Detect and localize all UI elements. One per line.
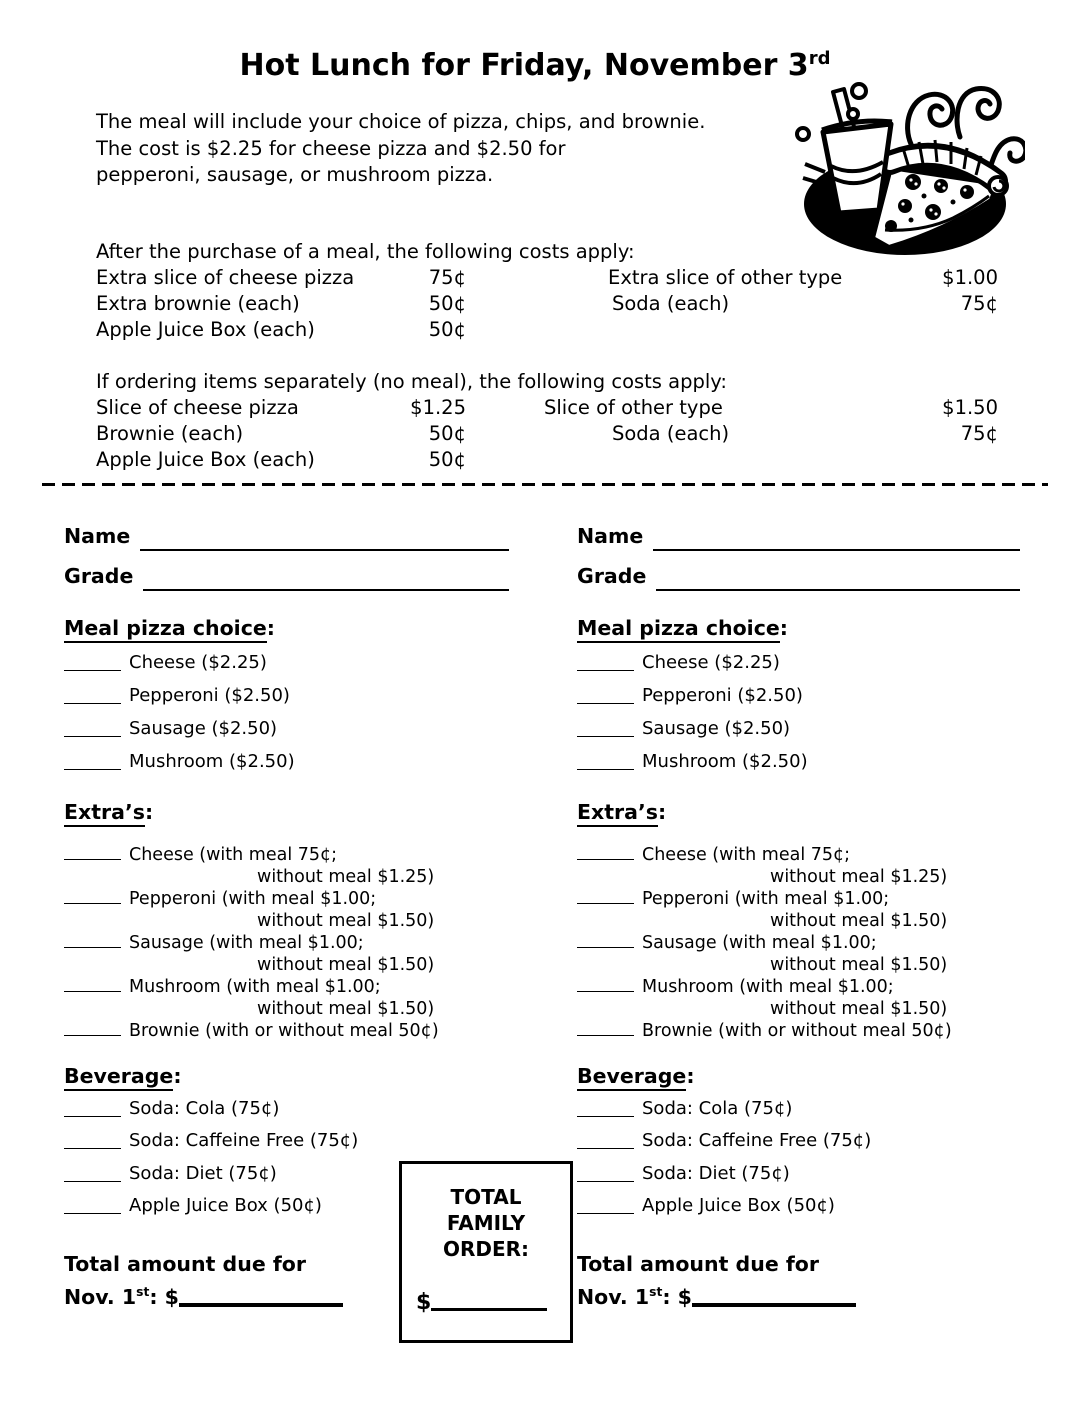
item-price: $1.00 xyxy=(942,266,998,289)
page-title xyxy=(0,48,1070,83)
item-label: Extra slice of cheese pizza xyxy=(96,266,355,289)
pricing-row xyxy=(96,265,1006,291)
checkbox-blank-line[interactable] xyxy=(577,736,634,737)
pricing-row xyxy=(96,421,1006,447)
item-price: $1.50 xyxy=(942,396,998,419)
option-sausage-meal: Sausage ($2.50) xyxy=(64,718,509,751)
pricing-row xyxy=(96,395,1006,421)
checkbox-blank-line[interactable] xyxy=(64,736,121,737)
total-family-order-title: TOTAL FAMILY ORDER: xyxy=(442,1185,530,1261)
checkbox-blank-line[interactable] xyxy=(577,703,634,704)
checkbox-blank-line[interactable] xyxy=(577,859,634,860)
extra-sausage: Sausage (with meal $1.00; without meal $1.50) xyxy=(577,932,1020,976)
name-field-row xyxy=(64,524,509,554)
name-field-row xyxy=(577,524,1020,554)
pricing-separate-heading: If ordering items separately (no meal), the following costs apply: xyxy=(96,370,727,393)
extra-pepperoni: Pepperoni (with meal $1.00; without meal $1.50) xyxy=(577,888,1020,932)
checkbox-blank-line[interactable] xyxy=(64,947,121,948)
pricing-row xyxy=(96,291,1006,317)
option-pepperoni-meal: Pepperoni ($2.50) xyxy=(577,685,1020,718)
extra-mushroom: Mushroom (with meal $1.00; without meal $1.50) xyxy=(64,976,509,1020)
family-order-amount-row xyxy=(416,1290,547,1315)
beverage-heading: Beverage: xyxy=(577,1064,695,1088)
item-label: Slice of cheese pizza xyxy=(96,396,299,419)
checkbox-blank-line[interactable] xyxy=(577,769,634,770)
name-label: Name xyxy=(577,524,644,548)
option-soda-caffeine-free: Soda: Caffeine Free (75¢) xyxy=(577,1130,1020,1162)
pricing-row xyxy=(96,447,1006,473)
item-price: 75¢ xyxy=(960,292,998,315)
checkbox-blank-line[interactable] xyxy=(64,1148,121,1149)
intro-line: The cost is $2.25 for cheese pizza and $2.50 for xyxy=(96,136,566,160)
checkbox-blank-line[interactable] xyxy=(577,903,634,904)
item-label: Soda (each) xyxy=(612,292,730,315)
checkbox-blank-line[interactable] xyxy=(577,1116,634,1117)
pizza-and-soda-clipart xyxy=(793,80,1025,260)
extra-cheese: Cheese (with meal 75¢; without meal $1.25) xyxy=(577,844,1020,888)
extra-cheese: Cheese (with meal 75¢; without meal $1.25) xyxy=(64,844,509,888)
item-price: $1.25 xyxy=(410,396,466,419)
grade-blank-line[interactable] xyxy=(656,564,1020,591)
item-label: Soda (each) xyxy=(612,422,730,445)
pricing-with-meal-heading: After the purchase of a meal, the following costs apply: xyxy=(96,240,635,263)
intro-paragraph xyxy=(96,109,705,189)
meal-pizza-choice-heading: Meal pizza choice: xyxy=(577,616,788,640)
option-soda-diet: Soda: Diet (75¢) xyxy=(577,1163,1020,1195)
checkbox-blank-line[interactable] xyxy=(64,1181,121,1182)
intro-line: The meal will include your choice of pizza, chips, and brownie. xyxy=(96,110,706,133)
option-apple-juice-box: Apple Juice Box (50¢) xyxy=(64,1195,509,1227)
checkbox-blank-line[interactable] xyxy=(64,903,121,904)
checkbox-blank-line[interactable] xyxy=(577,1035,634,1036)
family-order-blank-line[interactable] xyxy=(431,1308,547,1311)
extra-pepperoni: Pepperoni (with meal $1.00; without meal $1.50) xyxy=(64,888,509,932)
grade-field-row xyxy=(64,564,509,594)
extras-options xyxy=(577,844,1020,1042)
extra-brownie: Brownie (with or without meal 50¢) xyxy=(64,1020,509,1042)
option-soda-caffeine-free: Soda: Caffeine Free (75¢) xyxy=(64,1130,509,1162)
page-title-text: Hot Lunch for Friday, November 3 xyxy=(239,48,809,83)
beverage-heading: Beverage: xyxy=(64,1064,182,1088)
checkbox-blank-line[interactable] xyxy=(64,1035,121,1036)
pricing-separate xyxy=(96,369,1006,473)
option-sausage-meal: Sausage ($2.50) xyxy=(577,718,1020,751)
option-soda-cola: Soda: Cola (75¢) xyxy=(64,1098,509,1130)
item-label: Brownie (each) xyxy=(96,422,244,445)
total-due-blank-line[interactable] xyxy=(179,1303,343,1307)
total-due-block: Total amount due for Nov. 1st: $ xyxy=(64,1250,343,1311)
meal-pizza-options xyxy=(577,652,1020,784)
option-mushroom-meal: Mushroom ($2.50) xyxy=(577,751,1020,784)
item-label: Apple Juice Box (each) xyxy=(96,318,315,341)
option-apple-juice-box: Apple Juice Box (50¢) xyxy=(577,1195,1020,1227)
grade-blank-line[interactable] xyxy=(143,564,509,591)
option-soda-cola: Soda: Cola (75¢) xyxy=(577,1098,1020,1130)
extras-options xyxy=(64,844,509,1042)
checkbox-blank-line[interactable] xyxy=(64,1116,121,1117)
checkbox-blank-line[interactable] xyxy=(577,1213,634,1214)
total-family-order-box xyxy=(399,1161,573,1343)
beverage-options xyxy=(577,1098,1020,1227)
checkbox-blank-line[interactable] xyxy=(64,859,121,860)
total-due-blank-line[interactable] xyxy=(692,1303,856,1307)
name-blank-line[interactable] xyxy=(653,524,1020,551)
option-mushroom-meal: Mushroom ($2.50) xyxy=(64,751,509,784)
option-cheese-meal: Cheese ($2.25) xyxy=(64,652,509,685)
checkbox-blank-line[interactable] xyxy=(64,991,121,992)
checkbox-blank-line[interactable] xyxy=(64,769,121,770)
item-price: 50¢ xyxy=(428,292,466,315)
intro-line: pepperoni, sausage, or mushroom pizza. xyxy=(96,163,494,186)
item-price: 50¢ xyxy=(428,448,466,471)
extra-mushroom: Mushroom (with meal $1.00; without meal $1.50) xyxy=(577,976,1020,1020)
page-title-ordinal: rd xyxy=(808,48,831,69)
item-price: 50¢ xyxy=(428,318,466,341)
extras-heading: Extra’s: xyxy=(64,800,153,824)
total-due-block: Total amount due for Nov. 1st: $ xyxy=(577,1250,856,1311)
extras-heading: Extra’s: xyxy=(577,800,666,824)
item-label: Extra slice of other type xyxy=(608,266,843,289)
item-price: 75¢ xyxy=(428,266,466,289)
grade-label: Grade xyxy=(577,564,647,588)
item-price: 75¢ xyxy=(960,422,998,445)
extra-brownie: Brownie (with or without meal 50¢) xyxy=(577,1020,1020,1042)
checkbox-blank-line[interactable] xyxy=(577,947,634,948)
checkbox-blank-line[interactable] xyxy=(577,670,634,671)
option-cheese-meal: Cheese ($2.25) xyxy=(577,652,1020,685)
pricing-with-meal xyxy=(96,239,1006,343)
cut-line-divider xyxy=(42,483,1048,486)
option-pepperoni-meal: Pepperoni ($2.50) xyxy=(64,685,509,718)
item-price: 50¢ xyxy=(428,422,466,445)
checkbox-blank-line[interactable] xyxy=(64,703,121,704)
grade-field-row xyxy=(577,564,1020,594)
item-label: Extra brownie (each) xyxy=(96,292,300,315)
checkbox-blank-line[interactable] xyxy=(64,670,121,671)
checkbox-blank-line[interactable] xyxy=(64,1213,121,1214)
extra-sausage: Sausage (with meal $1.00; without meal $1.50) xyxy=(64,932,509,976)
meal-pizza-options xyxy=(64,652,509,784)
dollar-sign: $ xyxy=(416,1290,432,1315)
name-blank-line[interactable] xyxy=(140,524,509,551)
pricing-row xyxy=(96,317,1006,343)
option-soda-diet: Soda: Diet (75¢) xyxy=(64,1163,509,1195)
checkbox-blank-line[interactable] xyxy=(577,991,634,992)
grade-label: Grade xyxy=(64,564,134,588)
checkbox-blank-line[interactable] xyxy=(577,1148,634,1149)
item-label: Slice of other type xyxy=(544,396,723,419)
checkbox-blank-line[interactable] xyxy=(577,1181,634,1182)
meal-pizza-choice-heading: Meal pizza choice: xyxy=(64,616,275,640)
item-label: Apple Juice Box (each) xyxy=(96,448,315,471)
name-label: Name xyxy=(64,524,131,548)
